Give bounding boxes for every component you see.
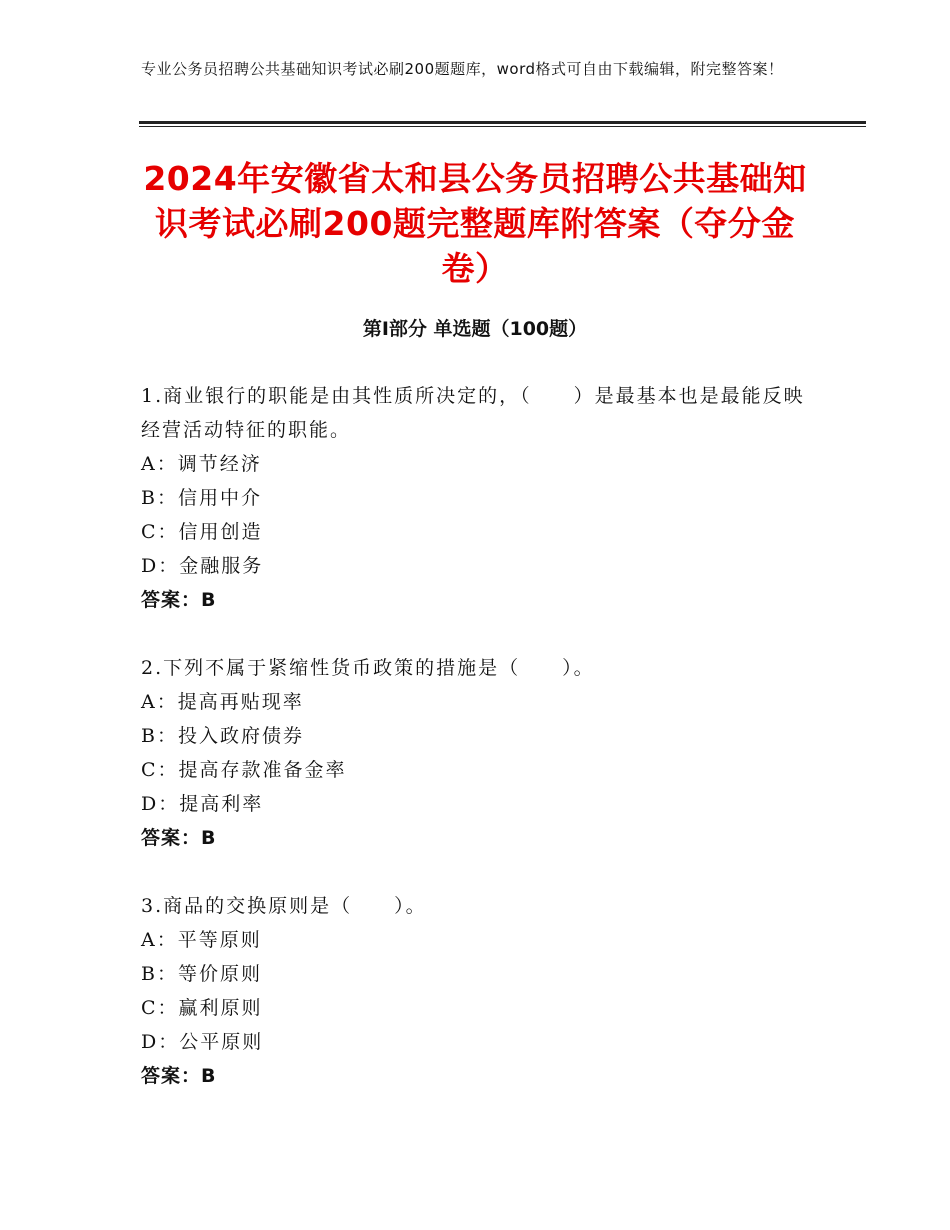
header-rule-thick bbox=[139, 121, 866, 124]
answer-line: 答案：B bbox=[141, 1065, 217, 1087]
option-c: C：提高存款准备金率 bbox=[141, 759, 347, 781]
option-b: B：等价原则 bbox=[141, 963, 262, 985]
answer-line: 答案：B bbox=[141, 589, 217, 611]
question-1 bbox=[141, 379, 809, 617]
option-a: A：提高再贴现率 bbox=[141, 691, 304, 713]
header-note: 专业公务员招聘公共基础知识考试必刷200题题库，word格式可自由下载编辑，附完整答案！ bbox=[141, 60, 784, 78]
question-stem: 1.商业银行的职能是由其性质所决定的，（ ）是最基本也是最能反映经营活动特征的职能。 bbox=[141, 385, 805, 441]
option-b: B：信用中介 bbox=[141, 487, 262, 509]
question-stem: 2.下列不属于紧缩性货币政策的措施是（ ）。 bbox=[141, 657, 595, 679]
option-c: C：信用创造 bbox=[141, 521, 263, 543]
option-a: A：平等原则 bbox=[141, 929, 262, 951]
question-stem: 3.商品的交换原则是（ ）。 bbox=[141, 895, 427, 917]
question-list bbox=[141, 379, 809, 1127]
section-heading: 第Ⅰ部分 单选题（100题） bbox=[362, 318, 588, 340]
document-title: 2024年安徽省太和县公务员招聘公共基础知识考试必刷200题完整题库附答案（夺分金卷） bbox=[143, 159, 807, 288]
option-b: B：投入政府债券 bbox=[141, 725, 304, 747]
question-3 bbox=[141, 889, 809, 1093]
option-d: D：公平原则 bbox=[141, 1031, 264, 1053]
question-2 bbox=[141, 651, 809, 855]
header-rule-thin bbox=[139, 126, 866, 127]
option-c: C：赢利原则 bbox=[141, 997, 263, 1019]
option-d: D：金融服务 bbox=[141, 555, 264, 577]
option-a: A：调节经济 bbox=[141, 453, 262, 475]
option-d: D：提高利率 bbox=[141, 793, 264, 815]
answer-line: 答案：B bbox=[141, 827, 217, 849]
